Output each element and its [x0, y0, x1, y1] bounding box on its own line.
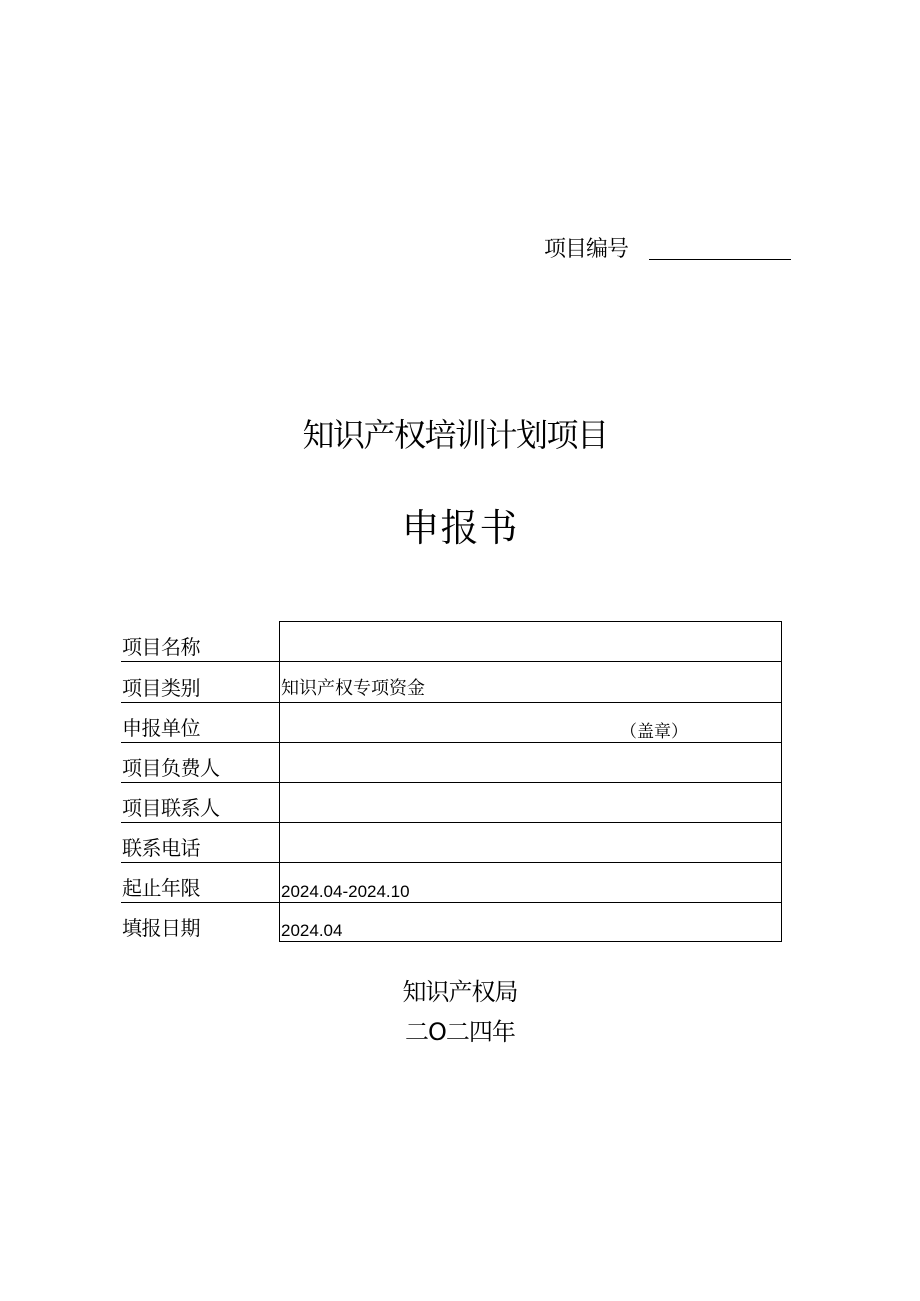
project-contact-label: 项目联系人	[121, 782, 280, 822]
table-row	[121, 661, 782, 702]
duration-label: 起止年限	[121, 862, 280, 902]
seal-note: （盖章）	[620, 721, 688, 742]
issue-year: 二O二四年	[405, 1018, 515, 1046]
fill-date-value[interactable]: 2024.04	[280, 902, 782, 942]
duration-value[interactable]: 2024.04-2024.10	[280, 862, 782, 902]
project-name-label: 项目名称	[121, 622, 280, 662]
project-category-value[interactable]: 知识产权专项资金	[280, 661, 782, 702]
issuer-name: 知识产权局	[402, 978, 518, 1006]
contact-phone-label: 联系电话	[121, 822, 280, 862]
project-contact-value[interactable]	[280, 782, 782, 822]
table-row	[121, 702, 782, 742]
document-title-text: 知识产权培训计划项目	[302, 416, 608, 454]
project-number-label: 项目编号	[544, 237, 629, 262]
project-leader-value[interactable]	[280, 742, 782, 782]
fill-date-label: 填报日期	[121, 902, 280, 942]
project-number-field[interactable]	[649, 259, 791, 260]
table-row	[121, 902, 782, 942]
table-row	[121, 782, 782, 822]
project-category-label: 项目类别	[121, 661, 280, 702]
table-row	[121, 822, 782, 862]
document-title	[0, 410, 920, 456]
document-subtitle: 申报书	[401, 506, 519, 550]
project-leader-label: 项目负费人	[121, 742, 280, 782]
table-row	[121, 862, 782, 902]
applicant-unit-value[interactable]	[280, 702, 782, 742]
table-row	[121, 622, 782, 662]
applicant-unit-label: 申报单位	[121, 702, 280, 742]
application-info-table	[121, 621, 782, 942]
project-name-value[interactable]	[280, 622, 782, 662]
contact-phone-value[interactable]	[280, 822, 782, 862]
table-row	[121, 742, 782, 782]
